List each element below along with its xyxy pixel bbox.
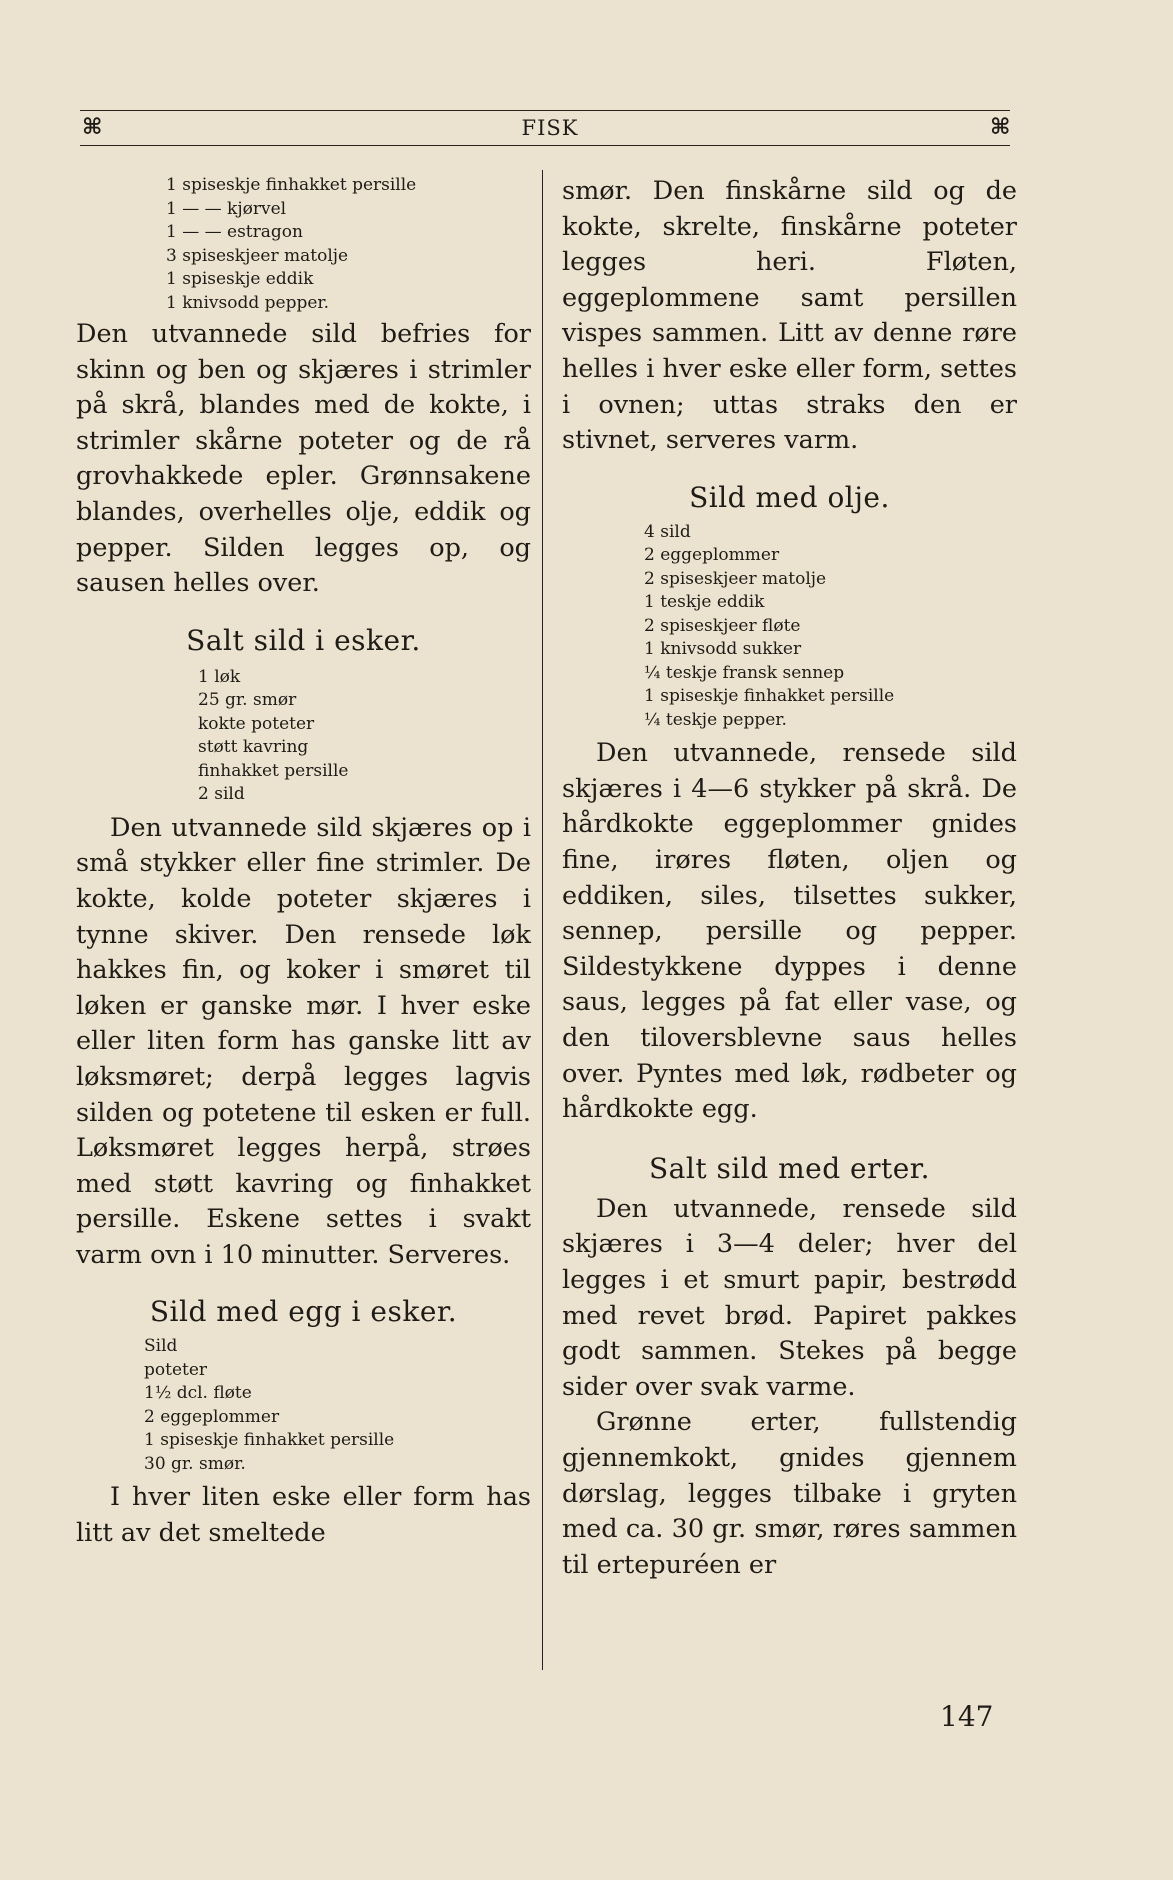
- recipe-paragraph: Den utvannede sild befries for skinn og ben og skjæres i strimler på skrå, blandes med de kokte, i strimler skårne poteter og de rå grovhakkede epler. Grønnsakene blandes, overhelles olje, eddik og pepper. Silden legges op, og sausen helles over.: [76, 319, 531, 599]
- ingredient-item: ¼ teskje pepper.: [644, 709, 787, 730]
- ingredient-item: 2 eggeplommer: [144, 1406, 280, 1427]
- ingredient-list: [76, 174, 531, 315]
- ingredient-item: 30 gr. smør.: [144, 1453, 246, 1474]
- ingredient-item: Sild: [144, 1336, 178, 1357]
- recipe-paragraph: smør. Den finskårne sild og de kokte, skrelte, finskårne poteter legges heri. Fløten, eggeplommene samt persillen vispes sammen. Litt av denne røre helles i hver eske eller form, settes i ovnen; uttas straks den er stivnet, serveres varm.: [562, 176, 1017, 456]
- recipe-heading: Sild med egg i esker.: [149, 1295, 458, 1329]
- header-rule-bottom: [80, 145, 1010, 146]
- recipe-paragraph: Den utvannede sild skjæres op i små stykker eller fine strimler. De kokte, kolde poteter skjæres i tynne skiver. Den rensede løk hakkes fin, og koker i smøret til løken er ganske mør. I hver eske eller liten form has ganske litt av løksmøret; derpå legges lagvis silden og potetene til esken er full. Løksmøret legges herpå, strøes med støtt kavring og finhakket persille. Eskene settes i svakt varm ovn i 10 minutter. Serveres.: [76, 812, 531, 1270]
- recipe-paragraph: Grønne erter, fullstendig gjennemkokt, gnides gjennem dørslag, legges tilbake i gryten med ca. 30 gr. smør, røres sammen til ertepuréen er: [562, 1407, 1017, 1580]
- ingredient-item: 1 knivsodd sukker: [644, 639, 802, 660]
- ingredient-item: 1 spiseskje finhakket persille: [144, 1430, 395, 1451]
- recipe-paragraph: I hver liten eske eller form has litt av det smeltede: [76, 1482, 531, 1549]
- recipe-heading: Salt sild i esker.: [186, 623, 421, 657]
- ingredient-item: 2 spiseskjeer fløte: [644, 615, 801, 636]
- ingredient-item: 1 teskje eddik: [644, 592, 765, 613]
- recipe-heading: Sild med olje.: [689, 480, 890, 514]
- ingredient-item: 1 knivsodd pepper.: [166, 292, 330, 313]
- ingredient-item: 2 sild: [198, 784, 245, 805]
- ingredient-item: 1 spiseskje finhakket persille: [644, 686, 895, 707]
- ingredient-item: 1 spiseskje eddik: [166, 269, 314, 289]
- recipe-paragraph: Den utvannede, rensede sild skjæres i 3—4 deler; hver del legges i et smurt papir, bestrødd med revet brød. Papiret pakkes godt sammen. Stekes på begge sider over svak varme.: [562, 1193, 1017, 1402]
- ingredient-list: [76, 1335, 531, 1476]
- left-column: [76, 170, 531, 1552]
- recipe-paragraph: Den utvannede, rensede sild skjæres i 4—6 stykker på skrå. De hårdkokte eggeplommer gnides fine, irøres fløten, oljen og eddiken, siles, tilsettes sukker, sennep, persille og pepper. Sildestykkene dyppes i denne saus, legges på fat eller vase, og den tiloversblevne saus helles over. Pyntes med løk, rødbeter og hårdkokte egg.: [562, 738, 1017, 1125]
- ingredient-item: 25 gr. smør: [198, 690, 297, 711]
- recipe-heading: Salt sild med erter.: [648, 1151, 931, 1185]
- right-column: [562, 170, 1017, 1583]
- page-number: 147: [940, 1700, 994, 1733]
- column-divider: [542, 170, 543, 1670]
- ingredient-item: kokte poteter: [198, 713, 315, 734]
- ingredient-item: poteter: [144, 1359, 208, 1380]
- ingredient-item: 1 spiseskje finhakket persille: [166, 175, 417, 195]
- ingredient-item: 3 spiseskjeer matolje: [166, 245, 349, 266]
- ingredient-item: 1½ dcl. fløte: [144, 1383, 252, 1404]
- header-ornament-right: ⌘: [990, 114, 1011, 140]
- header-ornament-left: ⌘: [82, 114, 103, 140]
- ingredient-item: finhakket persille: [198, 760, 349, 781]
- ingredient-item: ¼ teskje fransk sennep: [644, 662, 845, 683]
- ingredient-item: 2 eggeplommer: [644, 545, 780, 566]
- header-rule-top: [80, 110, 1010, 111]
- running-header-title: FISK: [521, 116, 579, 140]
- ingredient-list: [562, 521, 1017, 733]
- ingredient-item: 1 løk: [198, 666, 241, 687]
- ingredient-item: 4 sild: [644, 521, 691, 542]
- ingredient-item: 2 spiseskjeer matolje: [644, 568, 827, 589]
- ingredient-item: 1 — — kjørvel: [166, 198, 287, 219]
- ingredient-item: 1 — — estragon: [166, 222, 303, 242]
- ingredient-list: [76, 666, 531, 807]
- ingredient-item: støtt kavring: [198, 737, 309, 758]
